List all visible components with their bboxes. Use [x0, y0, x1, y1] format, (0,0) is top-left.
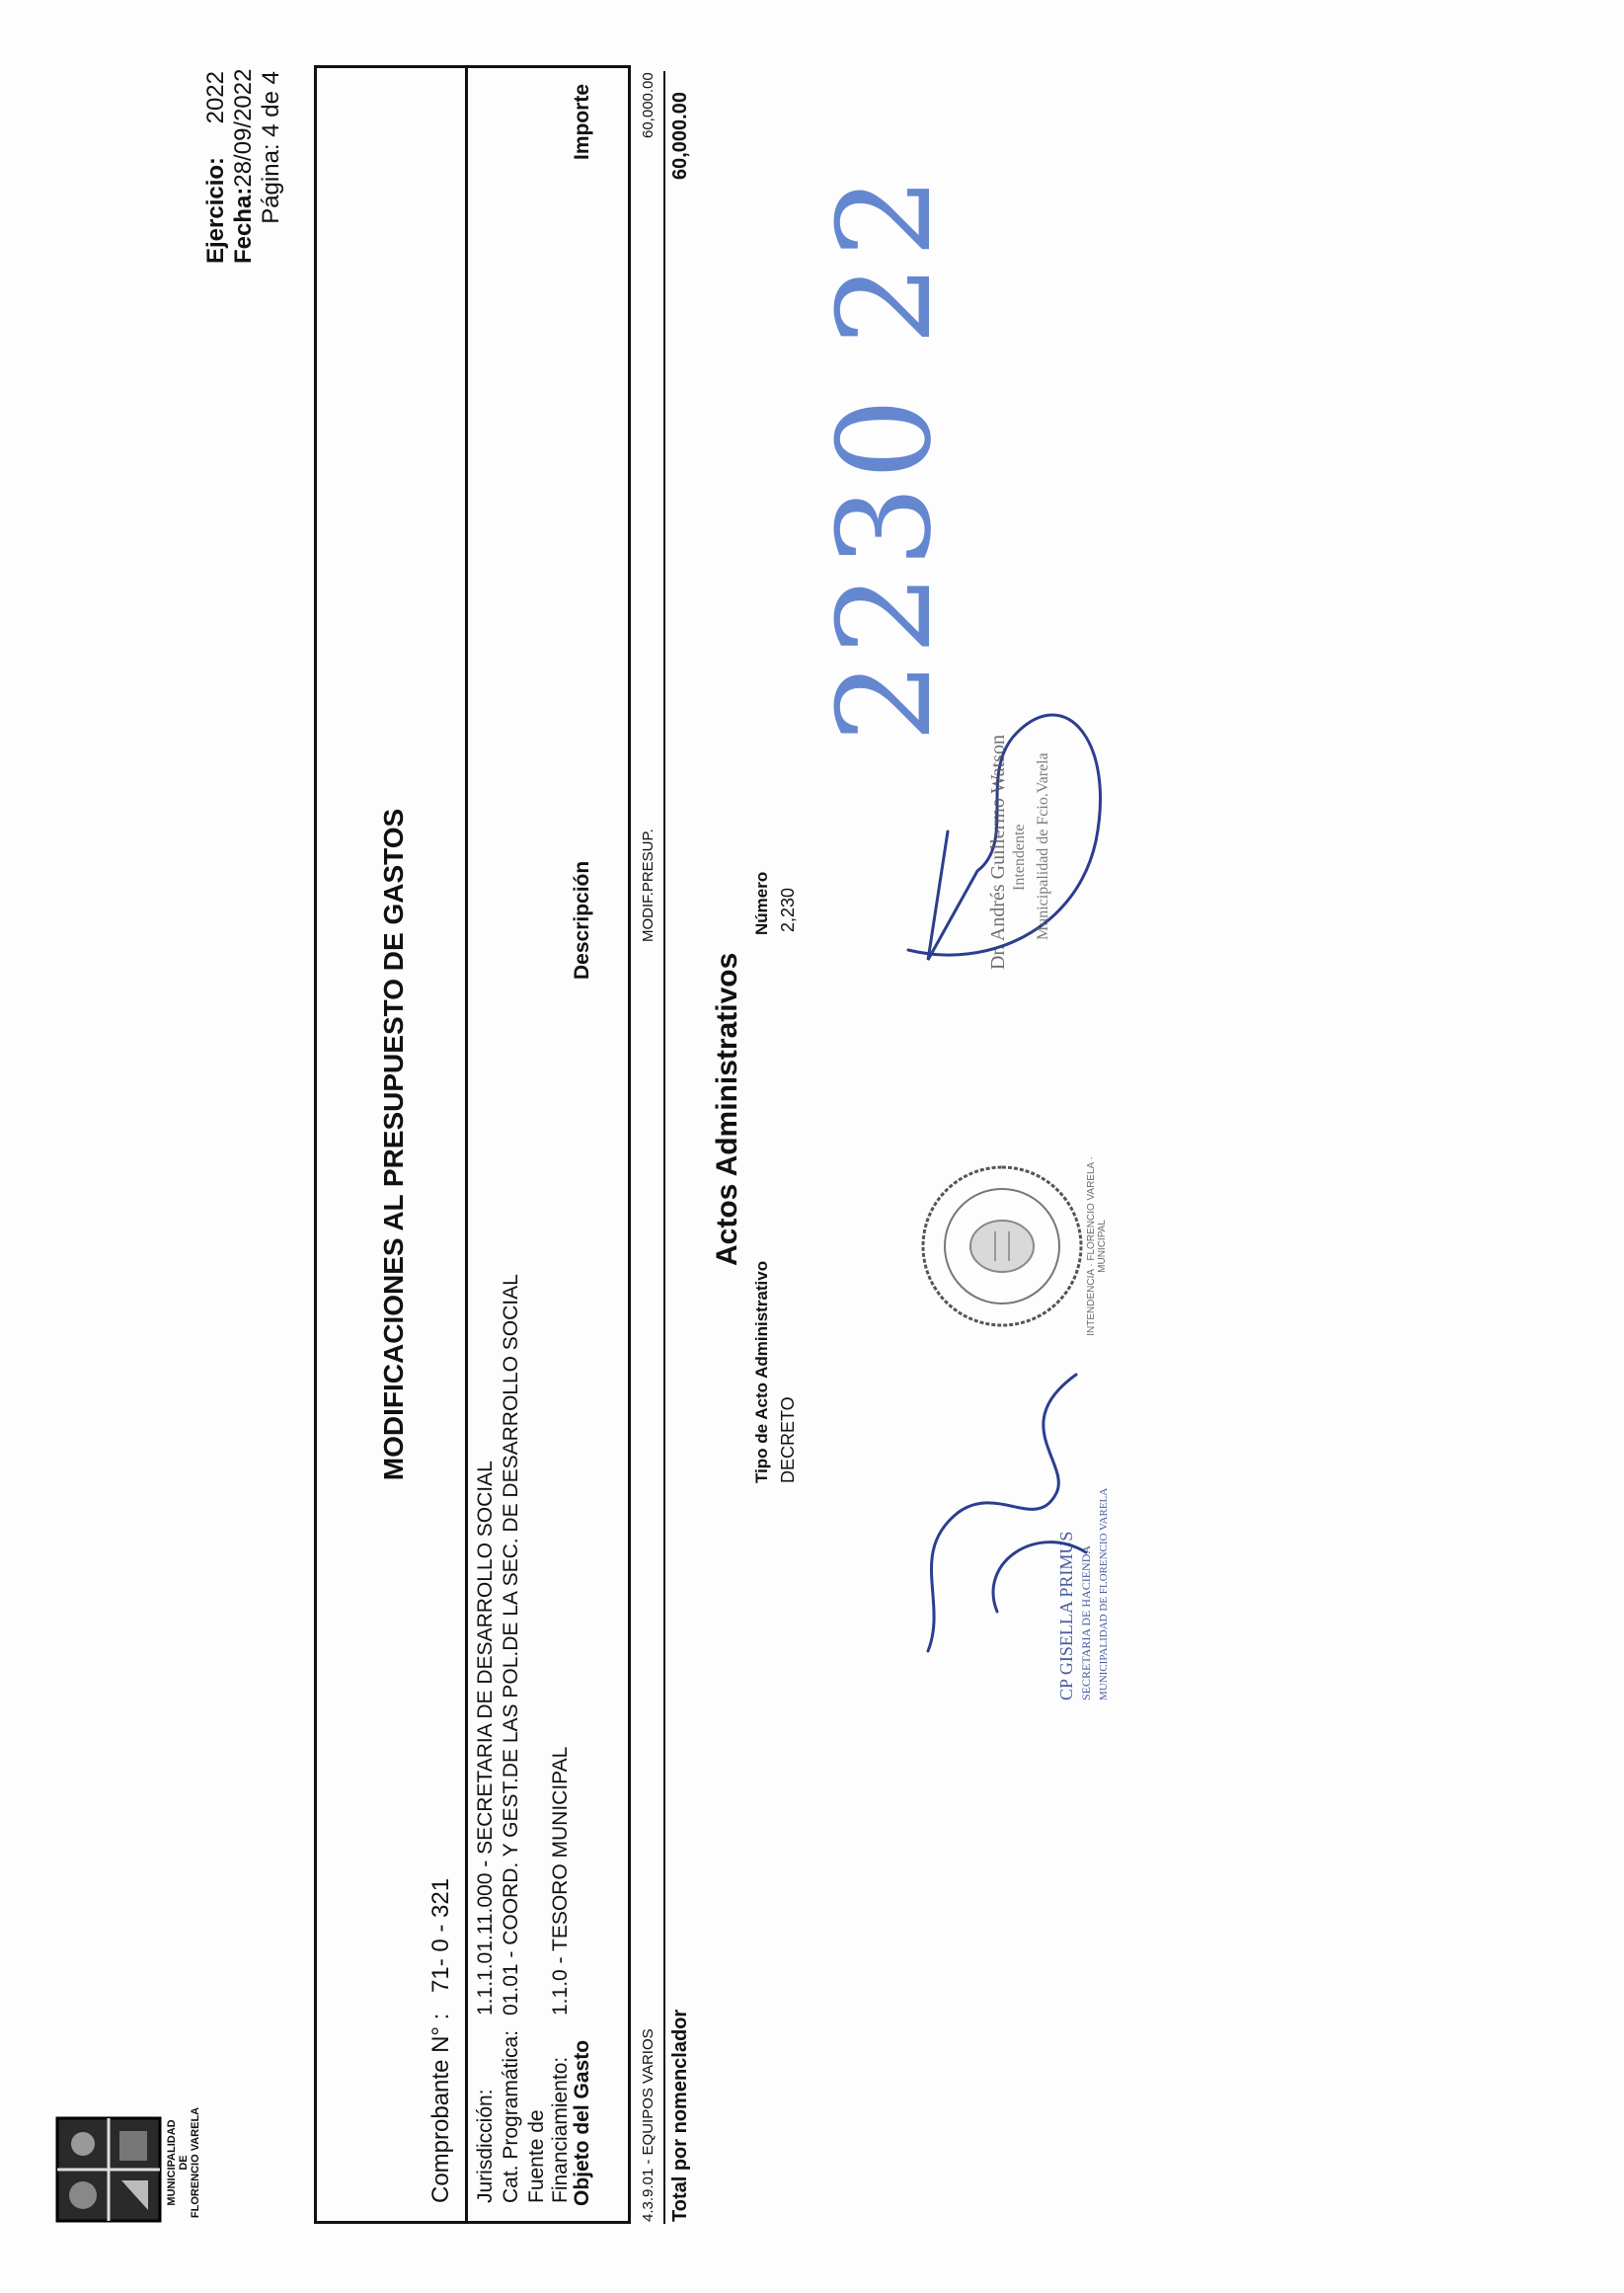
column-header-descripcion: Descripción: [571, 860, 593, 980]
official-seal-icon: [918, 1162, 1086, 1330]
signer-left-name: CP GISELLA PRIMUS: [1056, 1531, 1076, 1700]
info-value: 1.1.1.01.11.000 - SECRETARIA DE DESARROLLO SOCIAL: [474, 1461, 497, 2016]
row-objeto: 4.3.9.01 - EQUIPOS VARIOS: [640, 2028, 657, 2222]
municipality-name: [166, 2103, 201, 2222]
page-title: MODIFICACIONES AL PRESUPUESTO DE GASTOS: [378, 808, 409, 1481]
info-label: Cat. Programática:: [500, 2029, 522, 2203]
org-line-1: MUNICIPALIDAD: [166, 2119, 178, 2206]
info-cat-programatica: [500, 1274, 523, 2203]
numero-label: Número: [752, 871, 771, 935]
column-header-objeto: Objeto del Gasto: [571, 2039, 593, 2206]
fecha-label: Fecha:: [230, 187, 257, 264]
stamped-decree-number: 2230 22: [810, 170, 960, 743]
comprobante-value: 71- 0 - 321: [427, 1877, 454, 1993]
info-box: [462, 65, 631, 2224]
info-label: Fuente de Financiamiento:: [525, 2056, 572, 2203]
info-value: 01.01 - COORD. Y GEST.DE LAS POL.DE LA SEC. DE DESARROLLO SOCIAL: [500, 1274, 522, 2016]
total-label: Total por nomenclador: [669, 2009, 691, 2222]
signer-right-role: Intendente: [1011, 824, 1028, 891]
row-descripcion: MODIF.PRESUP.: [640, 829, 657, 942]
document-meta: [202, 68, 285, 264]
total-value: 60,000.00: [669, 92, 691, 180]
org-line-3: FLORENCIO VARELA: [190, 2106, 201, 2219]
signer-right-org: Municipalidad de Fcio.Varela: [1035, 752, 1051, 940]
municipal-crest-icon: [54, 2115, 163, 2224]
signer-left-role: SECRETARIA DE HACIENDA: [1079, 1544, 1093, 1700]
seal-text: INTENDENCIA · FLORENCIO VARELA · MUNICIPAL: [1086, 1156, 1108, 1336]
row-importe: 60,000.00: [640, 72, 657, 138]
title-box: [314, 65, 468, 2224]
signer-left-org: MUNICIPALIDAD DE FLORENCIO VARELA: [1098, 1487, 1110, 1700]
tipo-acto-value: DECRETO: [778, 1396, 798, 1483]
tipo-acto-label: Tipo de Acto Administrativo: [752, 1260, 771, 1483]
total-divider: [663, 71, 665, 2224]
ejercicio-label: Ejercicio:: [202, 156, 229, 264]
org-line-2: DE: [178, 2155, 190, 2171]
comprobante: [427, 1878, 455, 2203]
numero-value: 2,230: [778, 887, 798, 932]
comprobante-label: Comprobante N° :: [427, 2013, 454, 2203]
actos-title: Actos Administrativos: [711, 952, 743, 1266]
info-label: Jurisdicción:: [474, 2089, 497, 2203]
fecha-value: 28/09/2022: [230, 68, 257, 188]
info-jurisdiccion: [474, 1461, 498, 2203]
info-value: 1.1.0 - TESORO MUNICIPAL: [549, 1746, 572, 2016]
page-number: Página: 4 de 4: [258, 71, 284, 224]
column-header-importe: Importe: [571, 83, 593, 160]
info-fuente: [525, 1747, 573, 2203]
ejercicio-value: 2022: [202, 71, 229, 124]
signer-right-name: Dr. Andrés Guillermo Watson: [987, 735, 1009, 970]
